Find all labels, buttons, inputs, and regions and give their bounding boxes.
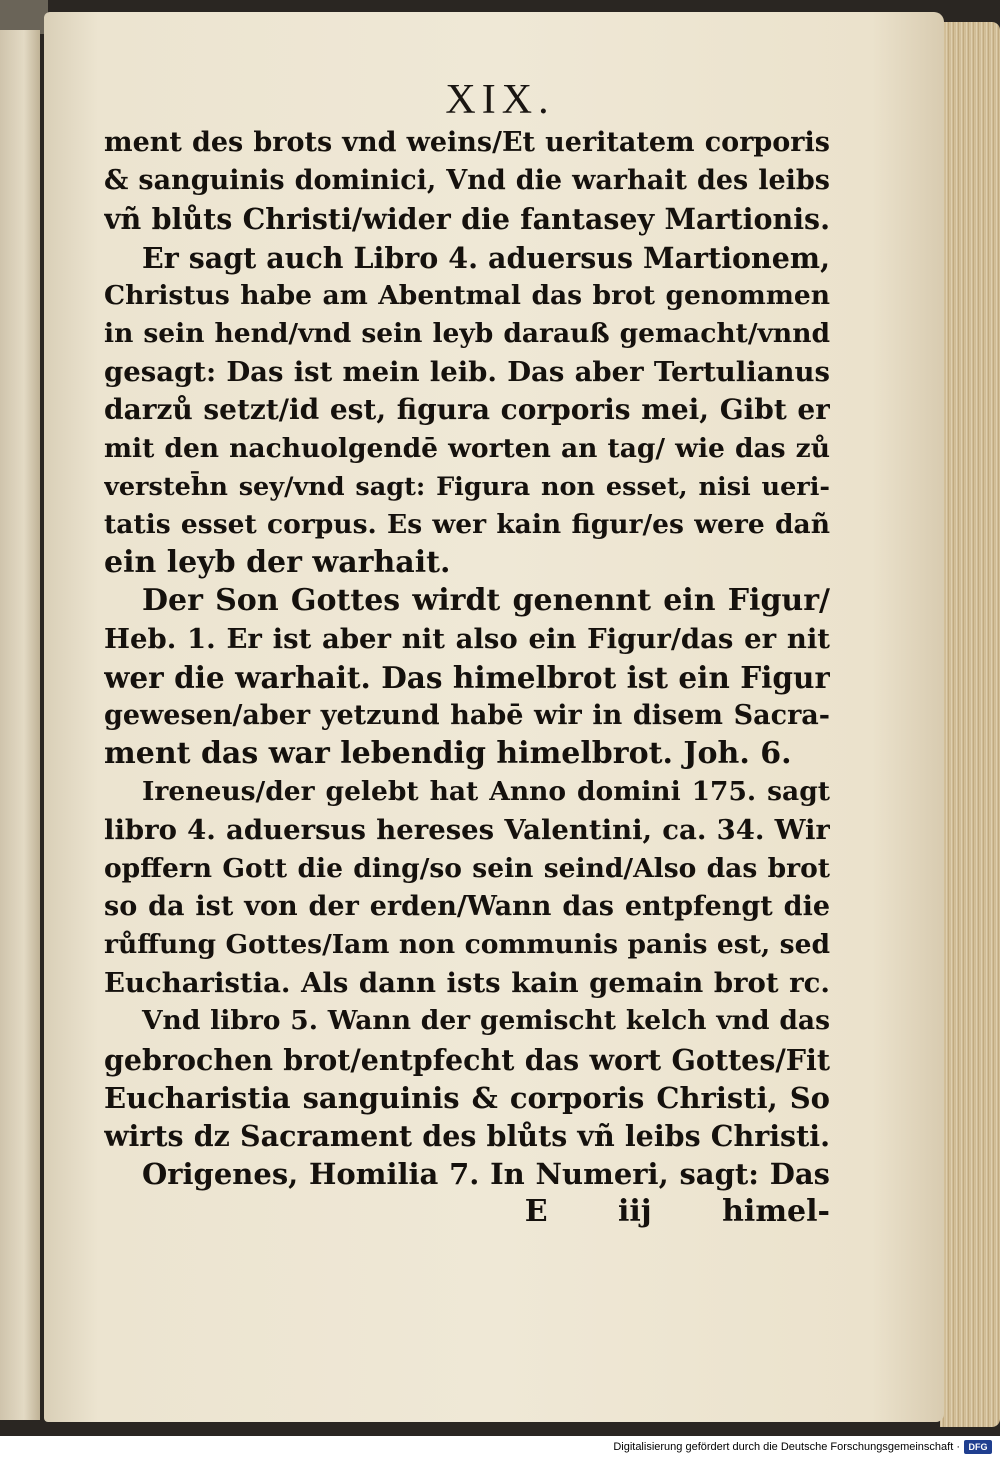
text-line: & sanguinis dominici, Vnd die warhait des leibs: [104, 165, 830, 197]
text-line: libro 4. aduersus hereses Valentini, ca. 34. Wir: [104, 814, 830, 847]
text-line: wirts dz Sacrament des blůts vñ leibs Christi.: [104, 1118, 830, 1153]
text-line: ment des brots vnd weins/Et ueritatem corporis: [104, 127, 830, 158]
signature-catchword-line: E iij himel-: [524, 1194, 830, 1230]
page-stack-edges: [940, 22, 1000, 1427]
text-line: gesagt: Das ist mein leib. Das aber Tertulianus: [104, 356, 830, 389]
page-body-text: [104, 124, 830, 1231]
funding-credit: Digitalisierung gefördert durch die Deutsche Forschungsgemeinschaft ·: [613, 1441, 960, 1453]
previous-page-edge: [0, 30, 40, 1420]
text-line: Heb. 1. Er ist aber nit also ein Figur/das er nit: [104, 623, 830, 656]
text-line: opffern Gott die ding/so sein seind/Also das brot: [104, 852, 830, 884]
text-line: Er sagt auch Libro 4. aduersus Martionem,: [142, 240, 830, 275]
text-line: Der Son Gottes wirdt genennt ein Figur/: [142, 583, 830, 619]
text-line: Vnd libro 5. Wann der gemischt kelch vnd das: [142, 1005, 830, 1037]
text-line: darzů setzt/id est, figura corporis mei, Gibt er: [104, 393, 830, 427]
dfg-logo: DFG: [964, 1440, 992, 1454]
text-line: Eucharistia. Als dann ists kain gemain brot rc.: [104, 967, 830, 1000]
text-line: so da ist von der erden/Wann das entpfengt die: [104, 890, 830, 922]
text-line: Eucharistia sanguinis & corporis Christi, So: [104, 1080, 830, 1115]
previous-page-corner: [0, 0, 48, 34]
page-header-folio: XIX.: [445, 77, 555, 123]
text-line: in sein hend/vnd sein leyb darauß gemacht/vnnd: [104, 317, 830, 349]
text-line: wer die warhait. Das himelbrot ist ein Figur: [104, 659, 830, 695]
text-line: Ireneus/der gelebt hat Anno domini 175. sagt: [142, 776, 830, 808]
text-line: ein leyb der warhait.: [104, 545, 451, 581]
text-line: mit den nachuolgendē worten an tag/ wie das zů: [104, 432, 830, 464]
text-line: Origenes, Homilia 7. In Numeri, sagt: Das: [142, 1157, 830, 1192]
text-line: gewesen/aber yetzund habē wir in disem Sacra-: [104, 699, 830, 731]
text-line: gebrochen brot/entpfecht das wort Gottes/Fit: [104, 1042, 830, 1077]
text-line: Christus habe am Abentmal das brot genommen: [104, 279, 830, 311]
text-line: vñ blůts Christi/wider die fantasey Martionis.: [104, 202, 830, 237]
text-line: versteh̄n sey/vnd sagt: Figura non esset, nisi ueri-: [104, 471, 830, 502]
footer-bar: [0, 1436, 1000, 1459]
text-line: růffung Gottes/Iam non communis panis est, sed: [104, 928, 830, 960]
text-line: tatis esset corpus. Es wer kain figur/es were dañ: [104, 508, 830, 540]
text-line: ment das war lebendig himelbrot. Joh. 6.: [104, 736, 792, 771]
